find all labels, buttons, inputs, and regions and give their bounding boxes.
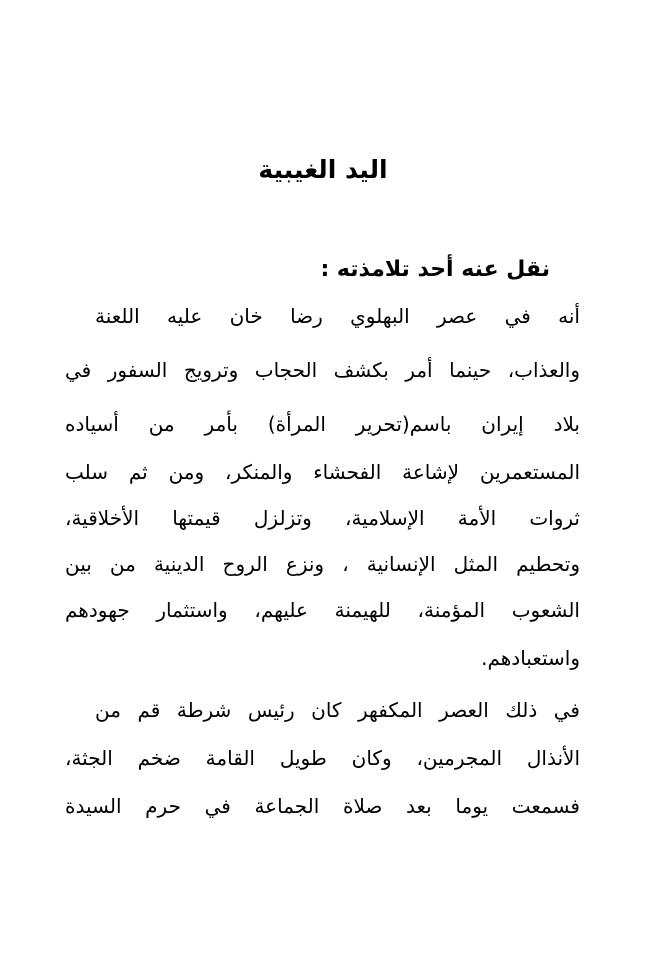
paragraph-1-line-3: بلاد إيران باسم(تحرير المرأة) بأمر من أسياده <box>65 412 580 436</box>
paragraph-1-line-2: والعذاب، حينما أمر بكشف الحجاب وترويج السفور في <box>65 358 580 382</box>
paragraph-1-line-1: أنه في عصر البهلوي رضا خان عليه اللعنة <box>95 304 580 328</box>
paragraph-1-line-8: واستعبادهم. <box>481 646 580 670</box>
section-subheading: نقل عنه أحد تلامذته : <box>320 257 550 282</box>
paragraph-1-line-5: ثروات الأمة الإسلامية، وتزلزل قيمتها الأخلاقية، <box>65 506 580 530</box>
paragraph-1-line-4: المستعمرين لإشاعة الفحشاء والمنكر، ومن ثم سلب <box>65 460 580 484</box>
paragraph-2-line-1: في ذلك العصر المكفهر كان رئيس شرطة قم من <box>95 698 580 722</box>
paragraph-1-line-7: الشعوب المؤمنة، للهيمنة عليهم، واستثمار جهودهم <box>65 598 580 622</box>
page-title: اليد الغيبية <box>258 155 388 184</box>
paragraph-2-line-2: الأنذال المجرمين، وكان طويل القامة ضخم الجثة، <box>65 746 580 770</box>
paragraph-1-line-6: وتحطيم المثل الإنسانية ، ونزع الروح الدينية من بين <box>65 552 580 576</box>
paragraph-2-line-3: فسمعت يوما بعد صلاة الجماعة في حرم السيدة <box>65 794 580 818</box>
